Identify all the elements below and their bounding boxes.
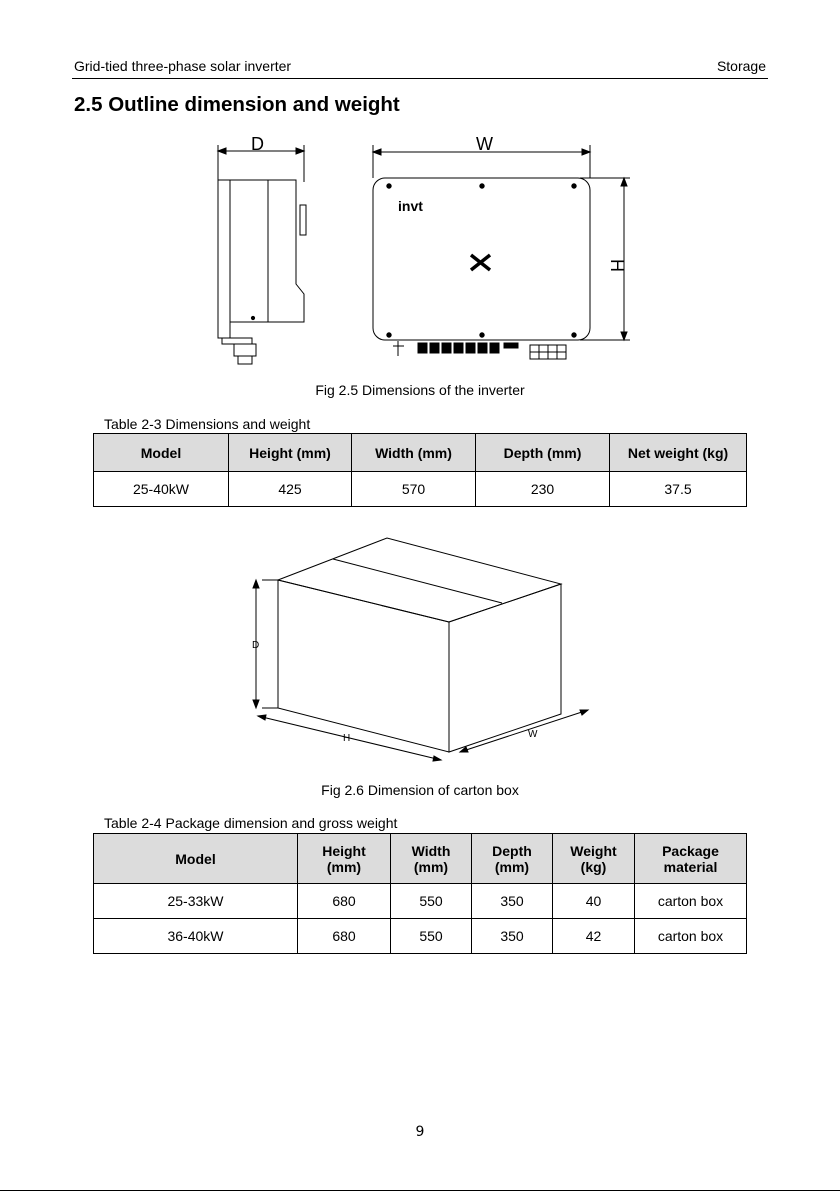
page-header [74, 56, 766, 78]
table23-label: Table 2-3 Dimensions and weight [104, 416, 311, 432]
table23-header: Depth (mm) [476, 434, 610, 472]
header-rule [72, 78, 768, 79]
table-cell: 350 [472, 919, 553, 954]
table24-header: Package material [635, 834, 747, 884]
table-cell: carton box [635, 919, 747, 954]
table-cell: 25-40kW [94, 472, 229, 507]
box-label-h: H [343, 733, 351, 744]
header-chapter: Storage [716, 58, 766, 74]
table23-header-row [94, 434, 747, 472]
table-cell: carton box [635, 884, 747, 919]
header-title: Grid-tied three-phase solar inverter [74, 58, 292, 74]
table24-header-row [94, 834, 747, 884]
table-cell: 570 [352, 472, 476, 507]
table-cell: 230 [476, 472, 610, 507]
table-cell: 680 [298, 919, 391, 954]
table24-header: Weight (kg) [553, 834, 635, 884]
label-h: H [607, 259, 627, 272]
table23-header: Width (mm) [352, 434, 476, 472]
table-row [94, 472, 747, 507]
table-cell: 350 [472, 884, 553, 919]
table-cell: 36-40kW [94, 919, 298, 954]
table-cell: 37.5 [610, 472, 747, 507]
table-cell: 680 [298, 884, 391, 919]
inverter-front-view [373, 145, 630, 359]
table23-header: Height (mm) [229, 434, 352, 472]
section-title: 2.5 Outline dimension and weight [74, 93, 400, 116]
inverter-side-view [218, 145, 306, 364]
table-row [94, 919, 747, 954]
table-cell: 550 [391, 919, 472, 954]
table23-header: Net weight (kg) [610, 434, 747, 472]
table24-label: Table 2-4 Package dimension and gross weight [104, 815, 398, 831]
box-label-d: D [252, 640, 260, 651]
table24-header: Depth (mm) [472, 834, 553, 884]
footer-rule [0, 1190, 840, 1191]
inverter-dimension-drawing [200, 130, 640, 375]
carton-box-drawing [240, 530, 600, 765]
table24-header: Model [94, 834, 298, 884]
page-number: 9 [415, 1124, 425, 1140]
table24 [93, 833, 747, 954]
label-w: W [476, 134, 493, 154]
table23 [93, 433, 747, 507]
table-cell: 25-33kW [94, 884, 298, 919]
fig26-caption: Fig 2.6 Dimension of carton box [321, 782, 519, 798]
table-cell: 550 [391, 884, 472, 919]
table-row [94, 884, 747, 919]
table-cell: 425 [229, 472, 352, 507]
table23-header: Model [94, 434, 229, 472]
fig25-caption: Fig 2.5 Dimensions of the inverter [315, 382, 525, 398]
table24-header: Width (mm) [391, 834, 472, 884]
box-label-w: W [528, 729, 538, 740]
invt-logo: invt [398, 198, 423, 214]
table24-header: Height (mm) [298, 834, 391, 884]
label-d: D [251, 134, 264, 154]
table-cell: 40 [553, 884, 635, 919]
table-cell: 42 [553, 919, 635, 954]
